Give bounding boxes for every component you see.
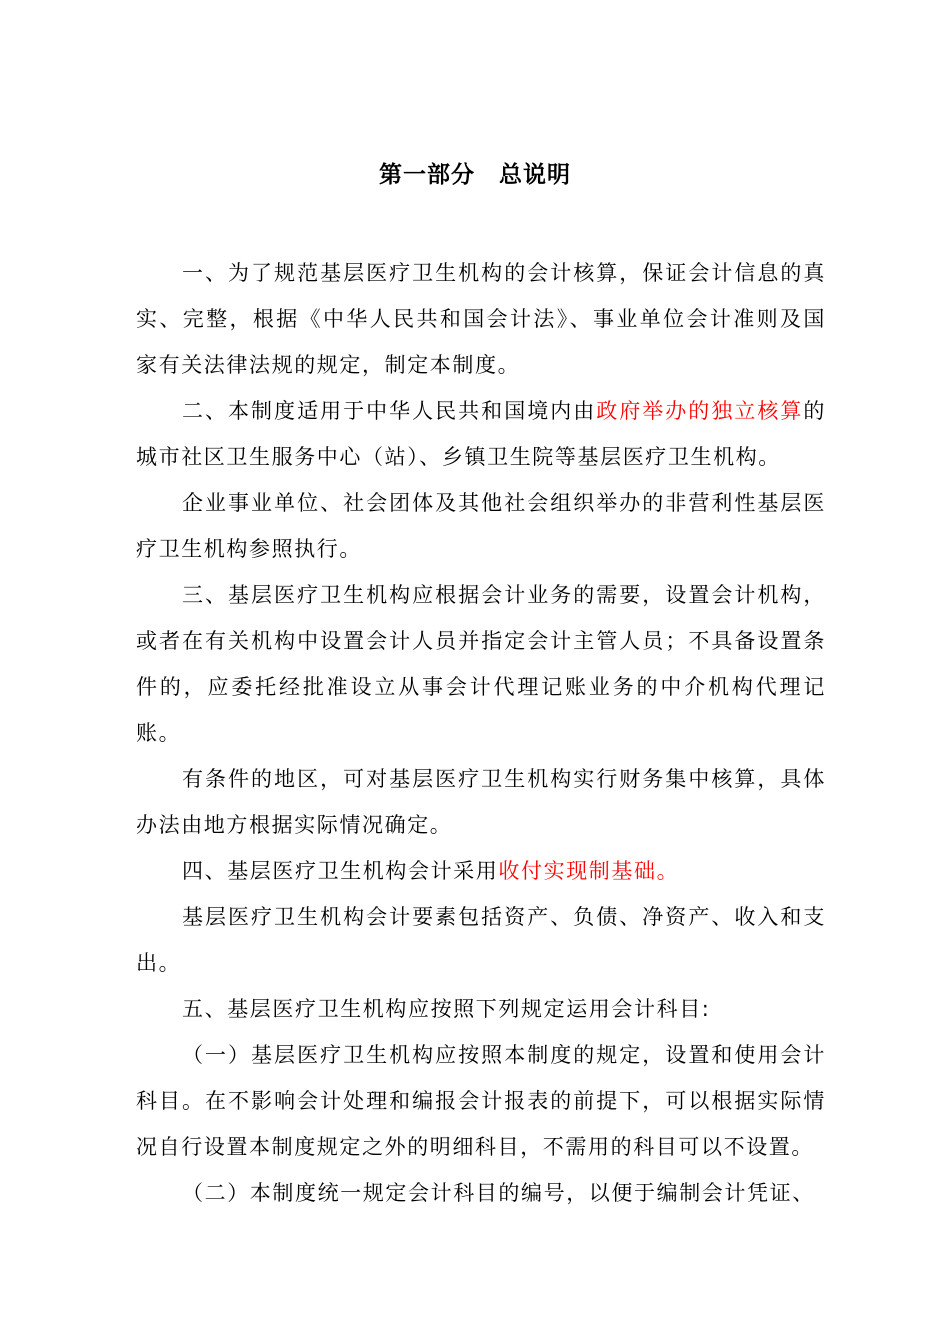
paragraph-7: [136, 894, 826, 986]
paragraph-7-text: 基层医疗卫生机构会计要素包括资产、负债、净资产、收入和支出。: [136, 905, 826, 975]
paragraph-3-text: 企业事业单位、社会团体及其他社会组织举办的非营利性基层医疗卫生机构参照执行。: [136, 491, 826, 561]
paragraph-6-highlight: 收付实现制基础。: [498, 859, 680, 883]
paragraph-6-text-start: 四、基层医疗卫生机构会计采用: [182, 859, 499, 883]
paragraph-6: [136, 848, 826, 894]
paragraph-10: [136, 1170, 826, 1216]
paragraph-1-text: 一、为了规范基层医疗卫生机构的会计核算，保证会计信息的真实、完整，根据《中华人民共和国会计法》、事业单位会计准则及国家有关法律法规的规定，制定本制度。: [136, 261, 826, 377]
document-body: [136, 250, 826, 1216]
paragraph-2-text-end: 的城市社区卫生服务中心（站）、乡镇卫生院等基层医疗卫生机构。: [136, 399, 826, 469]
paragraph-9: [136, 1032, 826, 1170]
paragraph-1: [136, 250, 826, 388]
paragraph-8-text: 五、基层医疗卫生机构应按照下列规定运用会计科目:: [182, 997, 711, 1021]
paragraph-5-text: 有条件的地区，可对基层医疗卫生机构实行财务集中核算，具体办法由地方根据实际情况确定。: [136, 767, 826, 837]
paragraph-2-highlight: 政府举办的独立核算: [596, 399, 804, 423]
paragraph-9-text: （一）基层医疗卫生机构应按照本制度的规定，设置和使用会计科目。在不影响会计处理和编报会计报表的前提下，可以根据实际情况自行设置本制度规定之外的明细科目，不需用的科目可以不设置。: [136, 1043, 826, 1159]
paragraph-2-text-start: 二、本制度适用于中华人民共和国境内由: [182, 399, 597, 423]
paragraph-4: [136, 572, 826, 756]
paragraph-2: [136, 388, 826, 480]
paragraph-8: [136, 986, 826, 1032]
paragraph-10-text: （二）本制度统一规定会计科目的编号，以便于编制会计凭证、: [182, 1181, 815, 1205]
paragraph-5: [136, 756, 826, 848]
paragraph-3: [136, 480, 826, 572]
page-title: 第一部分 总说明: [379, 162, 571, 188]
paragraph-4-text: 三、基层医疗卫生机构应根据会计业务的需要，设置会计机构，或者在有关机构中设置会计人员并指定会计主管人员；不具备设置条件的，应委托经批准设立从事会计代理记账业务的中介机构代理记账。: [136, 583, 826, 745]
